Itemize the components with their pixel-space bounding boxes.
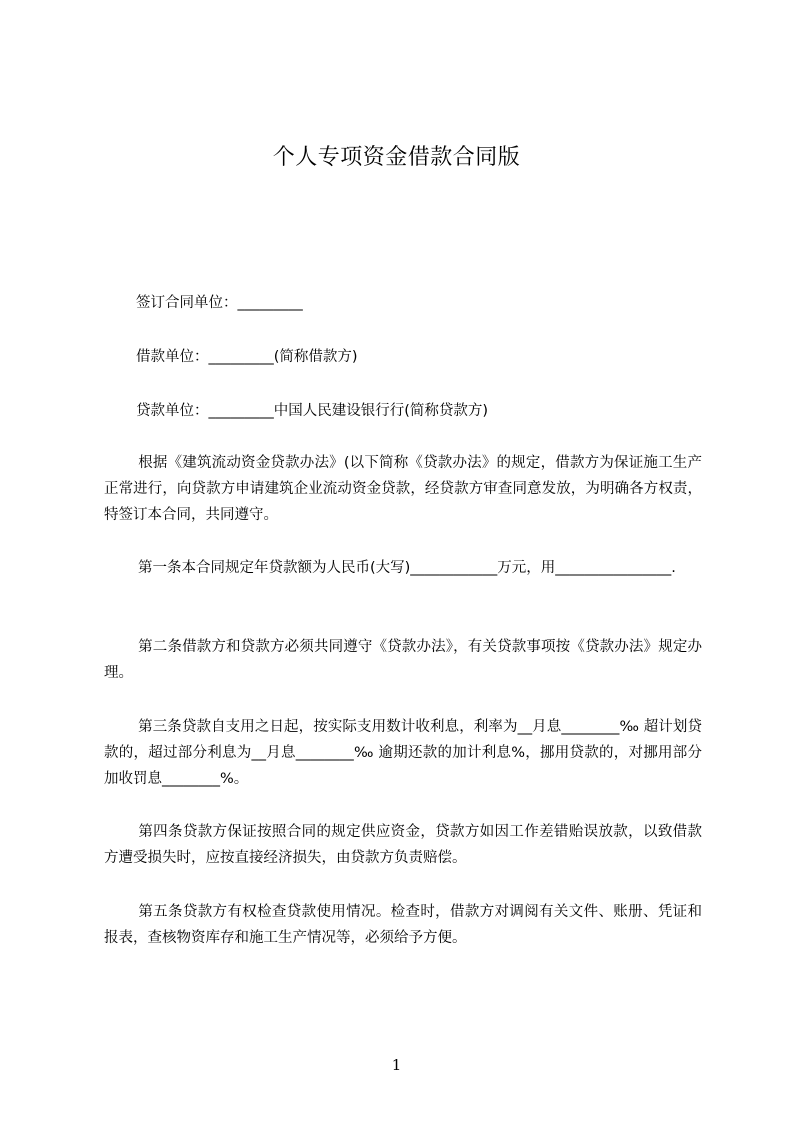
article-2-text: 第二条借款方和贷款方必须共同遵守《贷款办法》，有关贷款事项按《贷款办法》规定办理。 [104,639,702,681]
article-5-paragraph [104,899,702,951]
article-5-text: 第五条贷款方有权检查贷款使用情况。检查时，借款方对调阅有关文件、账册、凭证和报表，查核物资库存和施工生产情况等，必须给予方便。 [104,904,702,946]
article-1-paragraph [104,555,702,581]
article-4-text: 第四条贷款方保证按照合同的规定供应资金，贷款方如因工作差错贻误放款，以致借款方遭受损失时，应按直接经济损失，由贷款方负责赔偿。 [104,824,702,866]
article-2-paragraph [104,634,702,686]
intro-paragraph [104,450,702,528]
article-1-text: 第一条本合同规定年贷款额为人民币(大写)____________万元，用________________. [138,560,676,576]
page-number: 1 [391,1056,402,1074]
article-4-paragraph [104,819,702,871]
borrower-unit-field: 借款单位：_________(简称借款方) [136,349,358,365]
intro-paragraph-text: 根据《建筑流动资金贷款办法》(以下简称《贷款办法》的规定，借款方为保证施工生产正常进行，向贷款方申请建筑企业流动资金贷款，经贷款方审查同意发放，为明确各方权责，特签订本合同，共同遵守。 [104,455,702,523]
signing-unit-field: 签订合同单位：_________ [136,295,303,311]
article-3-paragraph [104,714,702,792]
lender-unit-field: 贷款单位：_________中国人民建设银行行(简称贷款方) [136,403,489,419]
document-title: 个人专项资金借款合同版 [272,145,521,170]
article-3-text: 第三条贷款自支用之日起，按实际支用数计收利息，利率为__月息________‰ 超计划贷款的，超过部分利息为__月息________‰ 逾期还款的加计利息%，挪用贷款的，对挪用部分加收罚息________%。 [104,719,702,787]
